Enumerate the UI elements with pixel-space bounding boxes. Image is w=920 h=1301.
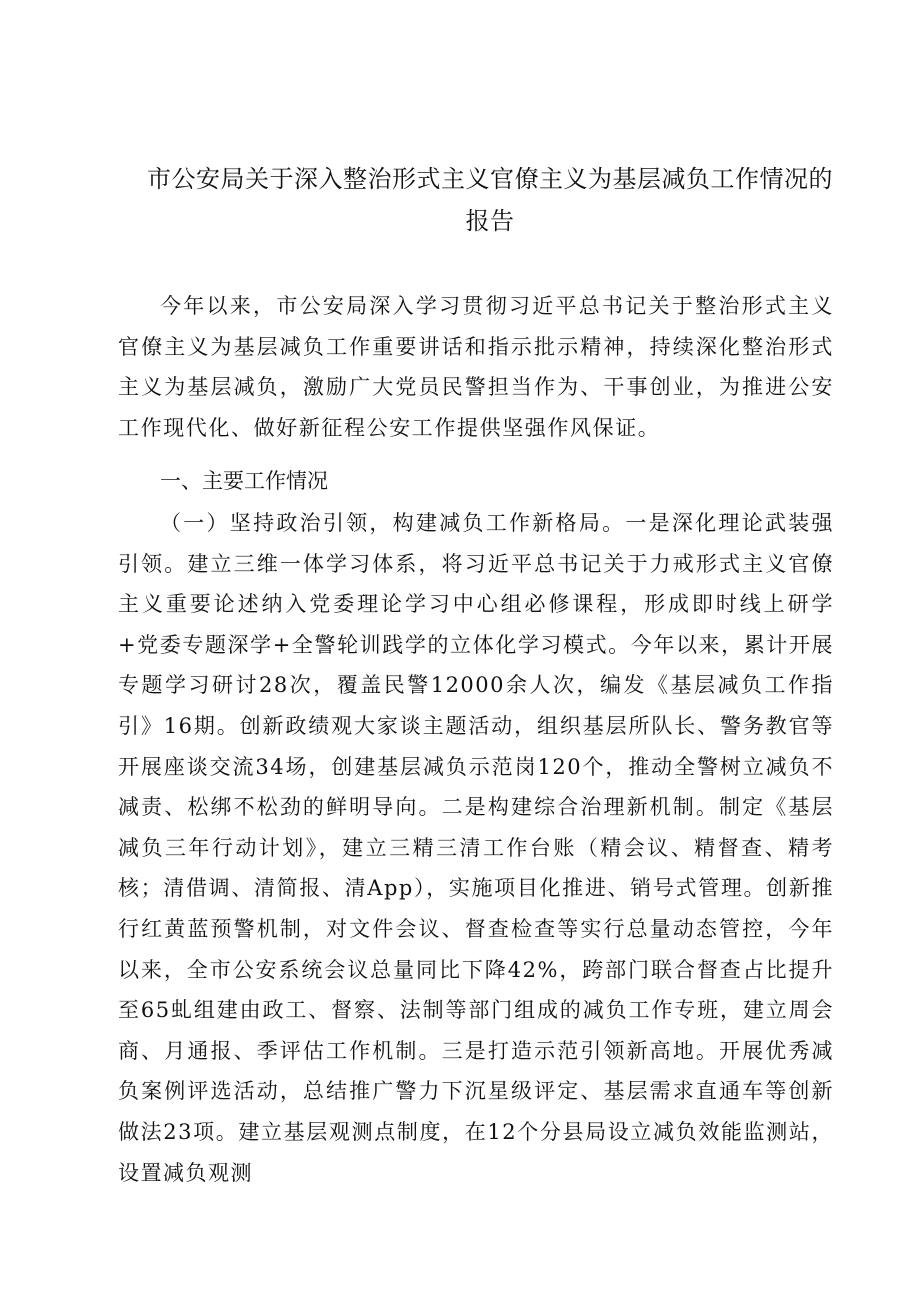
document-title-line-2: 报告 xyxy=(465,207,515,235)
intro-paragraph: 今年以来，市公安局深入学习贯彻习近平总书记关于整治形式主义官僚主义为基层减负工作重要讲话和指示批示精神，持续深化整治形式主义为基层减负，激励广大党员民警担当作为、干事创业，为推进公安工作现代化、做好新征程公安工作提供坚强作风保证。 xyxy=(118,294,834,440)
document-title-line-1: 市公安局关于深入整治形式主义官僚主义为基层减负工作情况的 xyxy=(147,165,833,193)
section-paragraph-political-guidance: （一）坚持政治引领，构建减负工作新格局。一是深化理论武装强引领。建立三维一体学习体系，将习近平总书记关于力戒形式主义官僚主义重要论述纳入党委理论学习中心组必修课程，形成即时线上研学+党委专题深学+全警轮训践学的立体化学习模式。今年以来，累计开展专题学习研讨28次，覆盖民警12000余人次，编发《基层减负工作指引》16期。创新政绩观大家谈主题活动，组织基层所队长、警务教官等开展座谈交流34场，创建基层减负示范岗120个，推动全警树立减负不减责、松绑不松劲的鲜明导向。二是构建综合治理新机制。制定《基层减负三年行动计划》，建立三精三清工作台账（精会议、精督查、精考核；清借调、清简报、清App），实施项目化推进、销号式管理。创新推行红黄蓝预警机制，对文件会议、督查检查等实行总量动态管控，今年以来，全市公安系统会议总量同比下降42%，跨部门联合督查占比提升至65虬组建由政工、督察、法制等部门组成的减负工作专班，建立周会商、月通报、季评估工作机制。三是打造示范引领新高地。开展优秀减负案例评选活动，总结推广警力下沉星级评定、基层需求直通车等创新做法23项。建立基层观测点制度，在12个分县局设立减负效能监测站，设置减负观测 xyxy=(118,511,834,1185)
section-heading-main-work: 一、主要工作情况 xyxy=(160,469,328,493)
document-title xyxy=(140,158,840,242)
